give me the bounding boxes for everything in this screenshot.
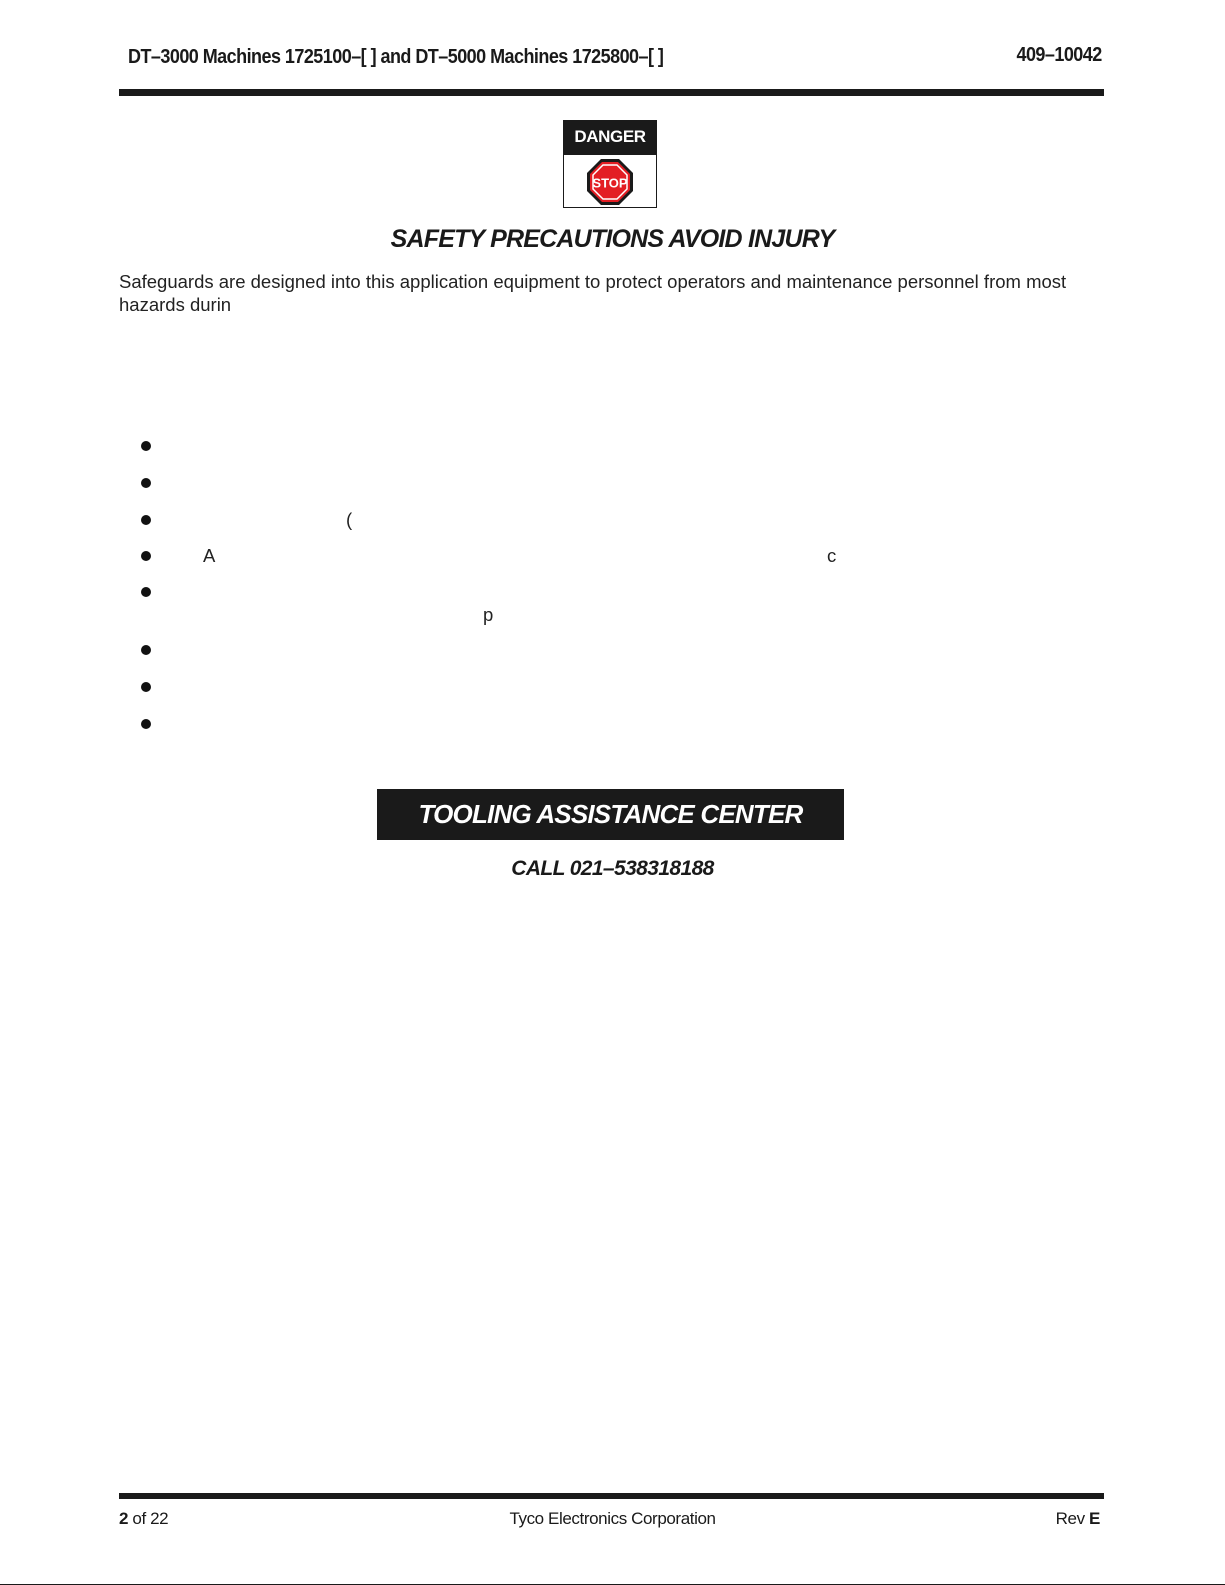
intro-paragraph: Safeguards are designed into this application equipment to protect operators and maintenance personnel from most hazards durin (119, 271, 1067, 315)
list-bullet (141, 515, 151, 525)
stop-sign-text: STOP (592, 175, 628, 191)
page-current: 2 (119, 1509, 129, 1528)
header-rule (119, 89, 1104, 96)
list-bullet (141, 441, 151, 451)
list-bullet (141, 587, 151, 597)
list-bullet (141, 551, 151, 561)
stop-sign-icon (586, 158, 634, 206)
footer-rule (119, 1493, 1104, 1499)
document-number: 409–10042 (1016, 44, 1102, 66)
document-title: DT–3000 Machines 1725100–[ ] and DT–5000 Machines 1725800–[ ] (128, 46, 664, 68)
tooling-assistance-banner: TOOLING ASSISTANCE CENTER (377, 789, 844, 840)
page-total: of 22 (132, 1509, 169, 1528)
list-bullet (141, 682, 151, 692)
revision-value: E (1089, 1509, 1100, 1528)
revision-label: Rev (1055, 1509, 1085, 1528)
list-item-fragment: A (203, 545, 216, 566)
section-title: SAFETY PRECAUTIONS AVOID INJURY (390, 225, 835, 253)
danger-label (563, 120, 657, 208)
list-bullet (141, 719, 151, 729)
company-name: Tyco Electronics Corporation (509, 1509, 716, 1528)
list-item-fragment: ( (346, 509, 353, 530)
list-bullet (141, 478, 151, 488)
list-bullet (141, 645, 151, 655)
list-item-fragment: c (827, 545, 837, 566)
call-number: CALL 021–538318188 (511, 857, 714, 880)
danger-heading: DANGER (564, 121, 656, 155)
list-item-fragment: p (483, 604, 494, 625)
revision (1056, 1509, 1100, 1529)
